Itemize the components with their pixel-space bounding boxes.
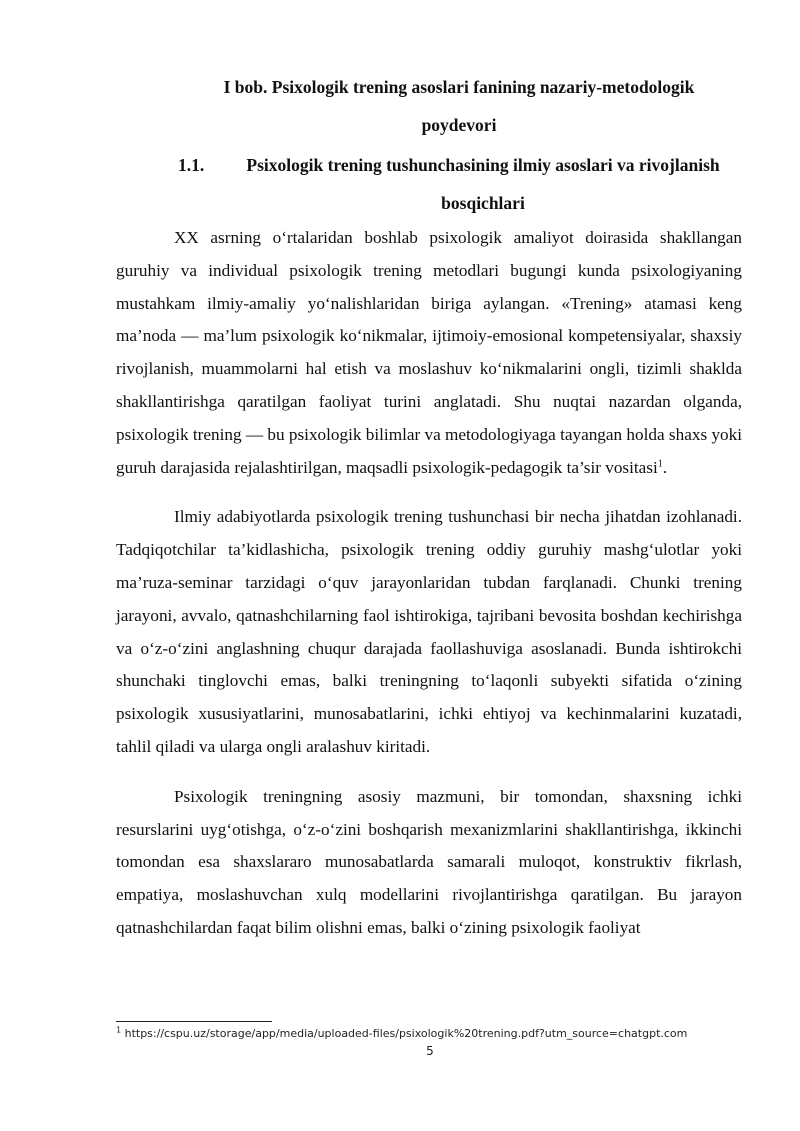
footnote-divider xyxy=(116,1021,272,1022)
paragraph: Psixologik treningning asosiy mazmuni, bir tomondan, shaxsning ichki resurslarini uyg‘otishga, o‘z-o‘zini boshqarish mexanizmlarini shakllantirishga, ikkinchi tomondan esa shaxslararo munosabatlarda samarali muloqot, konstruktiv fikrlash, empatiya, moslashuvchan xulq modellarini rivojlantirishga qaratilgan. Bu jarayon qatnashchilardan faqat bilim olishni emas, balki o‘zining psixologik faoliyat xyxy=(116,786,742,937)
section-title xyxy=(178,146,738,222)
paragraph xyxy=(116,222,742,484)
section-title-text: Psixologik trening tushunchasining ilmiy asoslari va rivojlanish bosqichlari xyxy=(246,155,720,213)
paragraph-text: XX asrning o‘rtalaridan boshlab psixologik amaliyot doirasida shakllangan guruhiy va individual psixologik trening metodlari bugungi kunda psixologiyaning mustahkam ilmiy-amaliy yo‘nalishlaridan biriga aylangan. «Trening» atamasi keng ma’noda — ma’lum psixologik ko‘nikmalar, ijtimoiy-emosional kompetensiyalar, shaxsiy rivojlanish, muammolarni hal etish va moslashuv ko‘nikmalarini ongli, tizimli shaklda shakllantirishga qaratilgan faoliyat turini anglatadi. Shu nuqtai nazardan olganda, psixologik trening — bu psixologik bilimlar va metodologiyaga tayangan holda shaxs yoki guruh darajasida rejalashtirilgan, maqsadli psixologik-pedagogik ta’sir vositasi xyxy=(116,228,742,477)
footnote-link[interactable]: https://cspu.uz/storage/app/media/uploaded-files/psixologik%20trening.pdf?utm_source=chatgpt.com xyxy=(124,1027,688,1040)
page-number: 5 xyxy=(426,1044,434,1058)
chapter-title: I bob. Psixologik trening asoslari fanining nazariy-metodologik poydevori xyxy=(223,77,695,135)
footnote xyxy=(116,1027,756,1040)
section-number: 1.1. xyxy=(178,155,205,175)
footnote-number: 1 xyxy=(116,1025,122,1035)
footnote-reference[interactable]: 1 xyxy=(657,457,663,469)
paragraph-end: . xyxy=(662,457,668,477)
paragraph: Ilmiy adabiyotlarda psixologik trening tushunchasi bir necha jihatdan izohlanadi. Tadqiqotchilar ta’kidlashicha, psixologik trening oddiy guruhiy mashg‘ulotlar yoki ma’ruza-seminar tarzidagi o‘quv jarayonlaridan tubdan farqlanadi. Chunki trening jarayoni, avvalo, qatnashchilarning faol ishtirokiga, tajribani bevosita boshdan kechirishga va o‘z-o‘zini anglashning chuqur darajada faollashuviga asoslanadi. Bunda ishtirokchi shunchaki tinglovchi emas, balki treningning to‘laqonli subyekti sifatida o‘zining psixologik xususiyatlarini, munosabatlarini, ichki ehtiyoj va kechinmalarini kuzatadi, tahlil qiladi va ularga ongli aralashuv kiritadi. xyxy=(116,507,742,756)
body-text xyxy=(116,222,742,962)
